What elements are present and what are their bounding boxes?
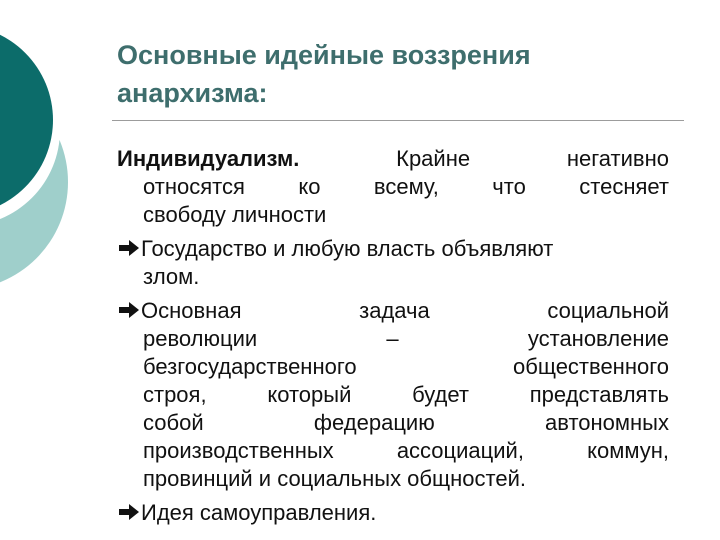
bullet-line: Государство и любую власть объявляют — [117, 235, 669, 263]
bullet-item — [117, 499, 669, 527]
bullet-line: производственных ассоциаций, коммун, — [143, 438, 669, 463]
intro-line-3: свободу личности — [143, 202, 327, 227]
intro-line-2: относятся ко всему, что стесняет — [143, 174, 669, 199]
bullet-line: собой федерацию автономных — [143, 410, 669, 435]
title-line-2: анархизма: — [117, 78, 268, 108]
decorative-circles — [0, 0, 120, 300]
bullet-line: Основная задача социальной — [117, 297, 669, 325]
slide-body — [117, 145, 669, 533]
bullet-item — [117, 235, 669, 291]
bullet-line: революции – установление — [143, 326, 669, 351]
intro-line-1 — [117, 145, 669, 173]
arrow-right-icon — [117, 238, 141, 258]
bullet-item — [117, 297, 669, 493]
arrow-right-icon — [117, 502, 141, 522]
intro-bold-term: Индивидуализм. — [117, 146, 300, 171]
title-line-1: Основные идейные воззрения — [117, 40, 531, 70]
intro-line-1-text: Крайне негативно — [396, 146, 669, 171]
bullet-line: Идея самоуправления. — [117, 499, 669, 527]
intro-paragraph — [117, 145, 669, 229]
bullet-line: провинций и социальных общностей. — [143, 466, 526, 491]
arrow-right-icon — [117, 300, 141, 320]
slide-title — [117, 36, 677, 112]
bullet-line: безгосударственного общественного — [143, 354, 669, 379]
bullet-line: злом. — [143, 264, 200, 289]
title-divider — [112, 120, 684, 121]
bullet-line: строя, который будет представлять — [143, 382, 669, 407]
